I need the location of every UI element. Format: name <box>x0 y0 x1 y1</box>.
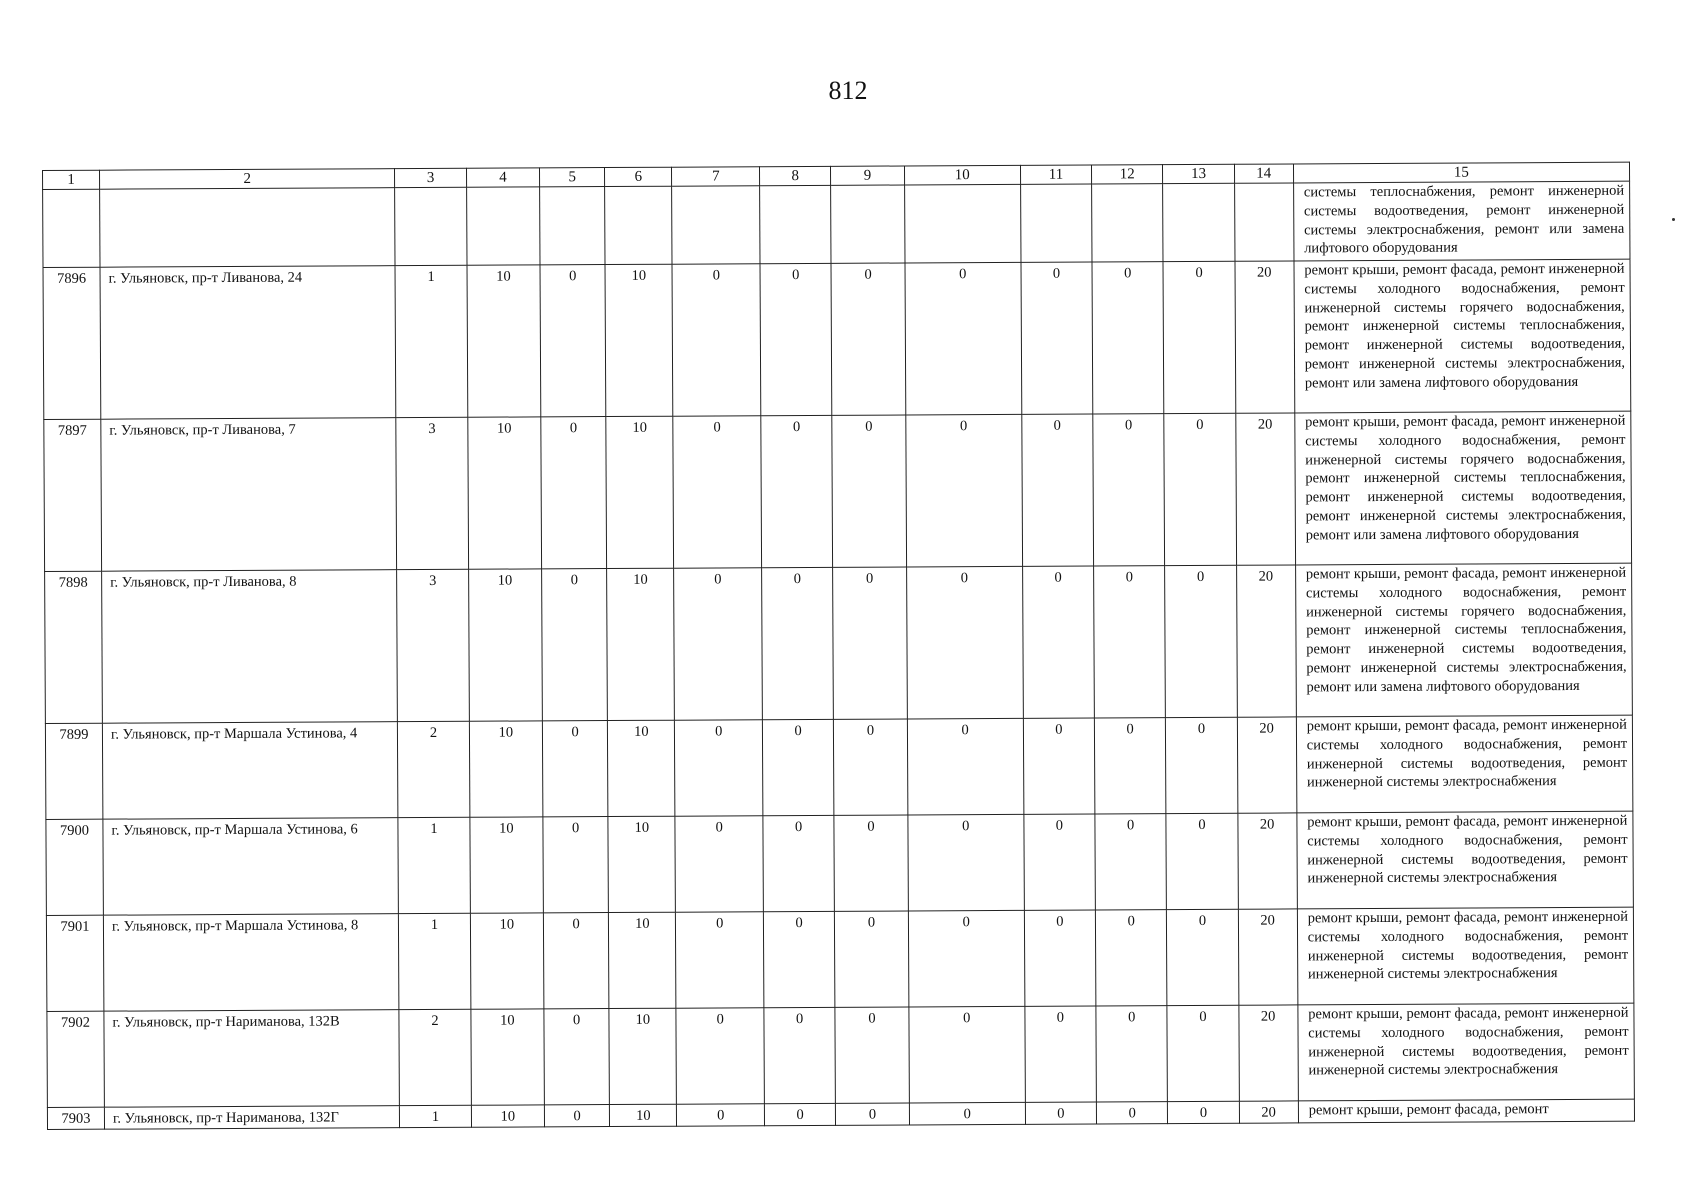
cell-address: г. Ульяновск, пр-т Маршала Устинова, 4 <box>102 722 398 820</box>
cell-c12: 0 <box>1092 262 1164 414</box>
cell-c9: 0 <box>832 415 906 567</box>
cell-c6: 10 <box>606 416 674 568</box>
cell-empty <box>672 186 760 264</box>
column-header-3: 3 <box>395 168 466 187</box>
cell-c11: 0 <box>1025 1102 1096 1124</box>
cell-c13: 0 <box>1167 909 1239 1005</box>
cell-c6: 10 <box>609 1008 677 1104</box>
cell-work-list: ремонт крыши, ремонт фасада, ремонт инженерной системы холодного водоснабжения, ремонт инженерной системы горячего водоснабжения, ремонт инженерной системы теплоснабжения, ремонт инженерной системы водоотведения, ремонт инженерной системы электроснабжения, ремонт или замена лифтового оборудования <box>1295 563 1632 717</box>
cell-c4: 10 <box>471 1105 544 1127</box>
cell-c8: 0 <box>761 415 833 567</box>
cell-id: 7900 <box>46 819 104 915</box>
cell-c13: 0 <box>1166 813 1238 909</box>
cell-c14: 20 <box>1235 413 1295 565</box>
cell-c14: 20 <box>1236 565 1296 717</box>
cell-c9: 0 <box>831 263 905 415</box>
cell-c3: 3 <box>397 569 469 721</box>
cell-c7: 0 <box>673 416 761 568</box>
cell-c7: 0 <box>676 912 764 1008</box>
cell-c13: 0 <box>1163 261 1235 413</box>
table-row <box>47 1003 1634 1107</box>
column-header-4: 4 <box>466 168 539 187</box>
table-row <box>43 259 1631 419</box>
cell-c3: 2 <box>399 1009 471 1105</box>
column-header-12: 12 <box>1092 165 1163 184</box>
cell-c13: 0 <box>1166 717 1238 813</box>
cell-c4: 10 <box>470 817 544 913</box>
cell-c4: 10 <box>471 1009 545 1105</box>
cell-c9: 0 <box>835 1007 909 1103</box>
cell-work-list: ремонт крыши, ремонт фасада, ремонт инженерной системы холодного водоснабжения, ремонт инженерной системы горячего водоснабжения, ремонт инженерной системы теплоснабжения, ремонт инженерной системы водоотведения, ремонт инженерной системы электроснабжения, ремонт или замена лифтового оборудования <box>1295 411 1632 565</box>
column-header-15: 15 <box>1293 162 1629 183</box>
cell-c14: 20 <box>1238 909 1298 1005</box>
cell-c3: 3 <box>396 417 468 569</box>
cell-c11: 0 <box>1024 814 1096 910</box>
cell-c9: 0 <box>836 1103 909 1125</box>
cell-address: г. Ульяновск, пр-т Маршала Устинова, 6 <box>103 818 399 916</box>
cell-c11: 0 <box>1024 910 1096 1006</box>
column-header-1: 1 <box>43 170 100 189</box>
cell-c10: 0 <box>905 414 1022 567</box>
cell-work-list: ремонт крыши, ремонт фасада, ремонт <box>1298 1099 1634 1123</box>
cell-c14: 20 <box>1239 1101 1298 1123</box>
cell-id: 7902 <box>47 1011 105 1107</box>
cell-c6: 10 <box>605 264 673 416</box>
table-row <box>45 715 1632 819</box>
column-header-7: 7 <box>672 167 760 186</box>
cell-c7: 0 <box>675 720 763 816</box>
cell-c8: 0 <box>763 911 835 1007</box>
cell-c3: 1 <box>395 265 467 417</box>
cell-c14: 20 <box>1235 261 1295 413</box>
cell-c4: 10 <box>469 721 543 817</box>
cell-id: 7898 <box>45 571 103 723</box>
column-header-13: 13 <box>1163 164 1234 183</box>
cell-c12: 0 <box>1096 1006 1168 1102</box>
cell-work-list: ремонт крыши, ремонт фасада, ремонт инженерной системы холодного водоснабжения, ремонт инженерной системы водоотведения, ремонт инженерной системы электроснабжения <box>1296 715 1633 813</box>
page-number: 812 <box>828 76 868 105</box>
table-row <box>44 411 1632 571</box>
cell-c6: 10 <box>610 1104 677 1126</box>
cell-empty <box>1092 184 1164 262</box>
cell-c11: 0 <box>1022 566 1094 718</box>
cell-c5: 0 <box>542 569 608 721</box>
cell-address: г. Ульяновск, пр-т Маршала Устинова, 8 <box>103 914 399 1012</box>
cell-c5: 0 <box>541 417 607 569</box>
column-header-6: 6 <box>605 167 672 186</box>
cell-work-list: ремонт крыши, ремонт фасада, ремонт инженерной системы холодного водоснабжения, ремонт инженерной системы водоотведения, ремонт инженерной системы электроснабжения <box>1298 1003 1635 1101</box>
cell-c14: 20 <box>1238 813 1298 909</box>
cell-c10: 0 <box>906 566 1023 719</box>
cell-c12: 0 <box>1096 1102 1167 1124</box>
cell-address <box>100 188 396 268</box>
table-body <box>43 181 1635 1129</box>
cell-c10: 0 <box>908 814 1025 911</box>
cell-c12: 0 <box>1093 414 1165 566</box>
cell-empty <box>466 187 540 265</box>
cell-c8: 0 <box>764 1007 836 1103</box>
cell-c9: 0 <box>834 719 908 815</box>
cell-c6: 10 <box>608 816 676 912</box>
cell-empty <box>831 185 905 263</box>
cell-c3: 1 <box>398 817 470 913</box>
cell-c10: 0 <box>909 1006 1026 1103</box>
cell-c12: 0 <box>1094 718 1166 814</box>
cell-c13: 0 <box>1167 1005 1239 1101</box>
cell-c9: 0 <box>833 567 907 719</box>
cell-c7: 0 <box>674 568 762 720</box>
cell-c14: 20 <box>1239 1005 1299 1101</box>
repair-schedule-table <box>42 162 1635 1130</box>
column-header-14: 14 <box>1234 164 1293 183</box>
cell-c5: 0 <box>544 1009 610 1105</box>
cell-work-list: системы теплоснабжения, ремонт инженерной системы водоотведения, ремонт инженерной системы электроснабжения, ремонт или замена лифтового оборудования <box>1293 181 1630 261</box>
table-row <box>45 563 1633 723</box>
table-wrapper <box>42 162 1635 1130</box>
continuation-row <box>43 181 1630 267</box>
cell-c12: 0 <box>1095 910 1167 1006</box>
cell-c10: 0 <box>909 1102 1025 1125</box>
cell-empty <box>904 184 1021 263</box>
cell-c9: 0 <box>834 815 908 911</box>
cell-c11: 0 <box>1023 718 1095 814</box>
column-header-9: 9 <box>831 166 904 185</box>
cell-c5: 0 <box>542 721 608 817</box>
cell-id: 7899 <box>45 723 103 819</box>
cell-c4: 10 <box>468 569 542 721</box>
cell-c7: 0 <box>676 1008 764 1104</box>
column-header-5: 5 <box>540 168 605 187</box>
cell-c7: 0 <box>672 264 760 416</box>
cell-c10: 0 <box>908 910 1025 1007</box>
cell-id: 7903 <box>47 1107 104 1129</box>
column-header-2: 2 <box>100 169 395 190</box>
cell-c7: 0 <box>677 1104 765 1126</box>
cell-c6: 10 <box>608 720 676 816</box>
cell-c12: 0 <box>1094 566 1166 718</box>
cell-c5: 0 <box>540 265 606 417</box>
cell-c4: 10 <box>468 417 542 569</box>
cell-empty <box>1163 183 1235 261</box>
column-header-11: 11 <box>1020 165 1091 184</box>
cell-c11: 0 <box>1025 1006 1097 1102</box>
cell-address: г. Ульяновск, пр-т Нариманова, 132Г <box>104 1106 400 1130</box>
cell-c5: 0 <box>543 817 609 913</box>
cell-c13: 0 <box>1164 413 1236 565</box>
cell-empty <box>540 187 606 265</box>
cell-empty <box>1234 183 1293 261</box>
cell-empty <box>1020 184 1092 262</box>
cell-c8: 0 <box>764 1103 835 1125</box>
cell-c8: 0 <box>762 719 834 815</box>
cell-c3: 2 <box>398 721 470 817</box>
cell-c3: 1 <box>399 913 471 1009</box>
cell-c8: 0 <box>760 263 832 415</box>
cell-c11: 0 <box>1021 262 1093 414</box>
cell-work-list: ремонт крыши, ремонт фасада, ремонт инженерной системы холодного водоснабжения, ремонт инженерной системы горячего водоснабжения, ремонт инженерной системы теплоснабжения, ремонт инженерной системы водоотведения, ремонт инженерной системы электроснабжения, ремонт или замена лифтового оборудования <box>1294 259 1631 413</box>
cell-id: 7896 <box>43 267 101 419</box>
cell-id <box>43 189 100 267</box>
cell-address: г. Ульяновск, пр-т Ливанова, 24 <box>100 266 396 420</box>
cell-c13: 0 <box>1165 565 1237 717</box>
cell-c11: 0 <box>1022 414 1094 566</box>
cell-c7: 0 <box>675 816 763 912</box>
cell-c6: 10 <box>609 912 677 1008</box>
cell-c3: 1 <box>400 1105 471 1127</box>
cell-id: 7897 <box>44 419 102 571</box>
cell-c10: 0 <box>905 262 1022 415</box>
cell-empty <box>395 187 467 265</box>
cell-c4: 10 <box>467 265 541 417</box>
cell-c6: 10 <box>607 568 675 720</box>
cell-c4: 10 <box>470 913 544 1009</box>
cell-empty <box>605 186 673 264</box>
cell-c13: 0 <box>1168 1101 1239 1123</box>
cell-empty <box>760 185 832 263</box>
column-header-10: 10 <box>904 165 1020 185</box>
cell-address: г. Ульяновск, пр-т Нариманова, 132В <box>104 1010 400 1108</box>
cell-c12: 0 <box>1095 814 1167 910</box>
cell-work-list: ремонт крыши, ремонт фасада, ремонт инженерной системы холодного водоснабжения, ремонт инженерной системы водоотведения, ремонт инженерной системы электроснабжения <box>1297 907 1634 1005</box>
cell-c9: 0 <box>835 911 909 1007</box>
column-header-8: 8 <box>760 166 831 185</box>
cell-c5: 0 <box>543 913 609 1009</box>
cell-address: г. Ульяновск, пр-т Ливанова, 7 <box>101 418 397 572</box>
table-row <box>46 907 1633 1011</box>
cell-c8: 0 <box>763 815 835 911</box>
scan-speck <box>1672 218 1675 221</box>
cell-work-list: ремонт крыши, ремонт фасада, ремонт инженерной системы холодного водоснабжения, ремонт инженерной системы водоотведения, ремонт инженерной системы электроснабжения <box>1297 811 1634 909</box>
cell-c14: 20 <box>1237 717 1297 813</box>
table-row <box>46 811 1633 915</box>
cell-c5: 0 <box>544 1105 609 1127</box>
cell-address: г. Ульяновск, пр-т Ливанова, 8 <box>102 570 398 724</box>
cell-c8: 0 <box>762 567 834 719</box>
cell-c10: 0 <box>907 718 1024 815</box>
cell-id: 7901 <box>46 915 104 1011</box>
